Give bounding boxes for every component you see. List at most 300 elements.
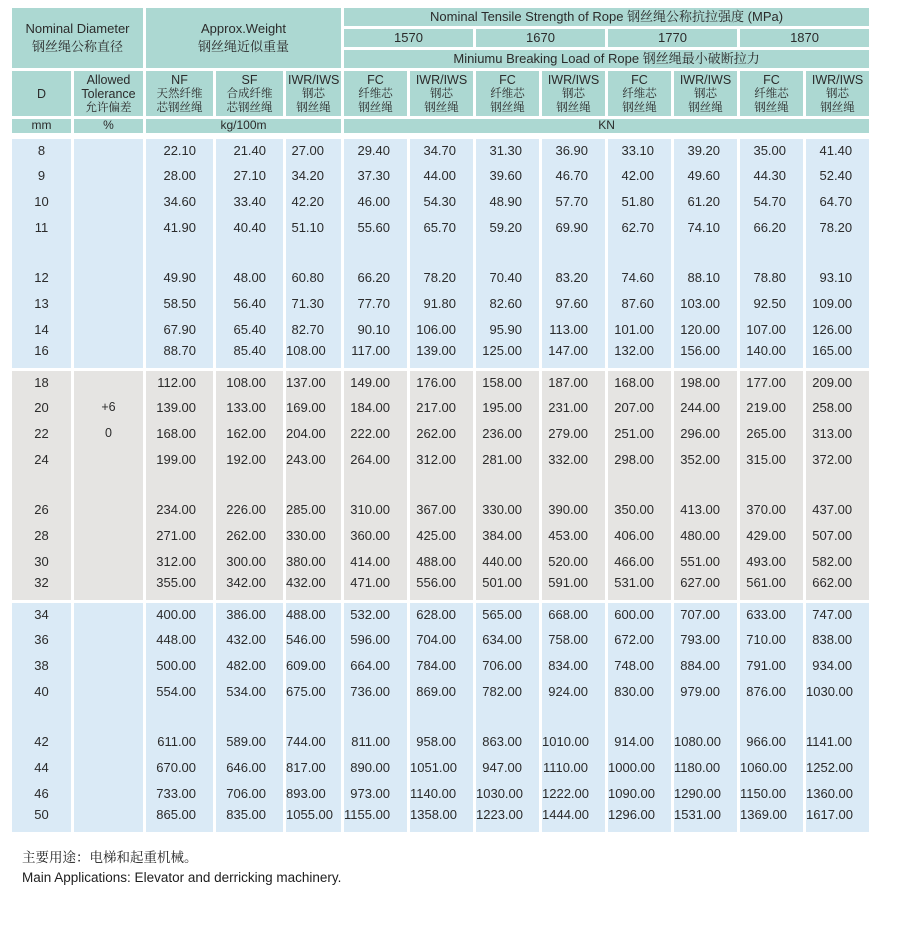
value-cell: 67.90 [146, 316, 216, 342]
diameter-cell: 38 [12, 652, 74, 678]
value-cell: 55.60 [344, 214, 410, 240]
value-cell: 1090.00 [608, 780, 674, 806]
diameter-cell: 12 [12, 264, 74, 290]
tolerance-cell [74, 678, 146, 704]
value-cell: 103.00 [674, 290, 740, 316]
spacer-cell [674, 704, 740, 728]
value-cell: 37.30 [344, 162, 410, 188]
value-cell: 817.00 [286, 754, 344, 780]
value-cell: 782.00 [476, 678, 542, 704]
value-cell: 934.00 [806, 652, 872, 678]
col-header-fc-1670: FC 纤维芯 钢丝绳 [476, 71, 542, 119]
diameter-cell: 13 [12, 290, 74, 316]
value-cell: 51.80 [608, 188, 674, 214]
value-cell: 199.00 [146, 446, 216, 472]
grade-1570: 1570 [344, 29, 476, 50]
value-cell: 192.00 [216, 446, 286, 472]
value-cell: 561.00 [740, 574, 806, 600]
value-cell: 44.30 [740, 162, 806, 188]
value-cell: 672.00 [608, 626, 674, 652]
spacer-cell [344, 240, 410, 264]
value-cell: 22.10 [146, 136, 216, 162]
diameter-cell: 9 [12, 162, 74, 188]
value-cell: 973.00 [344, 780, 410, 806]
value-cell: 61.20 [674, 188, 740, 214]
table-body [12, 136, 872, 832]
diameter-cell: 30 [12, 548, 74, 574]
value-cell: 372.00 [806, 446, 872, 472]
value-cell: 147.00 [542, 342, 608, 368]
spacer-cell [806, 240, 872, 264]
value-cell: 400.00 [146, 600, 216, 626]
diameter-cell: 11 [12, 214, 74, 240]
value-cell: 140.00 [740, 342, 806, 368]
tolerance-cell [74, 188, 146, 214]
spacer-row [12, 240, 872, 264]
value-cell: 39.60 [476, 162, 542, 188]
value-cell: 312.00 [410, 446, 476, 472]
value-cell: 668.00 [542, 600, 608, 626]
grade-1870: 1870 [740, 29, 872, 50]
value-cell: 390.00 [542, 496, 608, 522]
value-cell: 414.00 [344, 548, 410, 574]
value-cell: 556.00 [410, 574, 476, 600]
value-cell: 863.00 [476, 728, 542, 754]
value-cell: 95.90 [476, 316, 542, 342]
value-cell: 65.40 [216, 316, 286, 342]
value-cell: 1010.00 [542, 728, 608, 754]
table-row [12, 548, 872, 574]
tolerance-cell [74, 626, 146, 652]
table-row [12, 368, 872, 394]
value-cell: 139.00 [146, 394, 216, 420]
value-cell: 54.70 [740, 188, 806, 214]
value-cell: 596.00 [344, 626, 410, 652]
value-cell: 82.70 [286, 316, 344, 342]
value-cell: 279.00 [542, 420, 608, 446]
tolerance-cell [74, 342, 146, 368]
value-cell: 28.00 [146, 162, 216, 188]
spacer-cell [216, 472, 286, 496]
value-cell: 554.00 [146, 678, 216, 704]
spacer-cell [344, 472, 410, 496]
value-cell: 204.00 [286, 420, 344, 446]
spacer-cell [476, 240, 542, 264]
value-cell: 34.20 [286, 162, 344, 188]
approx-weight-en: Approx.Weight [201, 21, 287, 36]
value-cell: 627.00 [674, 574, 740, 600]
value-cell: 1141.00 [806, 728, 872, 754]
table-row [12, 162, 872, 188]
value-cell: 58.50 [146, 290, 216, 316]
spacer-cell [410, 472, 476, 496]
value-cell: 195.00 [476, 394, 542, 420]
value-cell: 168.00 [146, 420, 216, 446]
value-cell: 736.00 [344, 678, 410, 704]
value-cell: 480.00 [674, 522, 740, 548]
value-cell: 432.00 [286, 574, 344, 600]
value-cell: 664.00 [344, 652, 410, 678]
diameter-cell: 32 [12, 574, 74, 600]
col-header-iwr-weight: IWR/IWS 钢芯 钢丝绳 [286, 71, 344, 119]
value-cell: 1444.00 [542, 806, 608, 832]
spacer-cell [542, 704, 608, 728]
value-cell: 126.00 [806, 316, 872, 342]
table-row [12, 420, 872, 446]
spacer-cell [410, 704, 476, 728]
value-cell: 49.90 [146, 264, 216, 290]
value-cell: 74.60 [608, 264, 674, 290]
value-cell: 1140.00 [410, 780, 476, 806]
value-cell: 78.20 [410, 264, 476, 290]
value-cell: 546.00 [286, 626, 344, 652]
table-row [12, 806, 872, 832]
value-cell: 139.00 [410, 342, 476, 368]
value-cell: 48.90 [476, 188, 542, 214]
value-cell: 222.00 [344, 420, 410, 446]
value-cell: 78.80 [740, 264, 806, 290]
value-cell: 744.00 [286, 728, 344, 754]
value-cell: 704.00 [410, 626, 476, 652]
value-cell: 71.30 [286, 290, 344, 316]
value-cell: 40.40 [216, 214, 286, 240]
value-cell: 1080.00 [674, 728, 740, 754]
tolerance-cell [74, 290, 146, 316]
value-cell: 165.00 [806, 342, 872, 368]
spacer-cell [740, 704, 806, 728]
value-cell: 91.80 [410, 290, 476, 316]
value-cell: 1000.00 [608, 754, 674, 780]
value-cell: 29.40 [344, 136, 410, 162]
table-row [12, 626, 872, 652]
value-cell: 107.00 [740, 316, 806, 342]
spacer-cell [674, 240, 740, 264]
value-cell: 27.00 [286, 136, 344, 162]
value-cell: 488.00 [286, 600, 344, 626]
value-cell: 966.00 [740, 728, 806, 754]
value-cell: 355.00 [146, 574, 216, 600]
value-cell: 1055.00 [286, 806, 344, 832]
value-cell: 493.00 [740, 548, 806, 574]
value-cell: 675.00 [286, 678, 344, 704]
value-cell: 60.80 [286, 264, 344, 290]
value-cell: 914.00 [608, 728, 674, 754]
value-cell: 342.00 [216, 574, 286, 600]
tolerance-cell [74, 136, 146, 162]
value-cell: 226.00 [216, 496, 286, 522]
value-cell: 74.10 [674, 214, 740, 240]
value-cell: 706.00 [216, 780, 286, 806]
value-cell: 330.00 [476, 496, 542, 522]
value-cell: 209.00 [806, 368, 872, 394]
value-cell: 21.40 [216, 136, 286, 162]
diameter-cell: 8 [12, 136, 74, 162]
spacer-cell [146, 472, 216, 496]
value-cell: 207.00 [608, 394, 674, 420]
tolerance-cell [74, 214, 146, 240]
value-cell: 35.00 [740, 136, 806, 162]
value-cell: 88.70 [146, 342, 216, 368]
value-cell: 367.00 [410, 496, 476, 522]
value-cell: 62.70 [608, 214, 674, 240]
spacer-cell [806, 472, 872, 496]
spacer-cell [286, 704, 344, 728]
spacer-cell [286, 240, 344, 264]
header-nominal-diameter [12, 8, 146, 71]
value-cell: 265.00 [740, 420, 806, 446]
value-cell: 217.00 [410, 394, 476, 420]
spacer-cell [12, 472, 74, 496]
value-cell: 92.50 [740, 290, 806, 316]
value-cell: 33.40 [216, 188, 286, 214]
value-cell: 46.00 [344, 188, 410, 214]
value-cell: 591.00 [542, 574, 608, 600]
value-cell: 565.00 [476, 600, 542, 626]
value-cell: 520.00 [542, 548, 608, 574]
value-cell: 162.00 [216, 420, 286, 446]
value-cell: 156.00 [674, 342, 740, 368]
value-cell: 27.10 [216, 162, 286, 188]
value-cell: 429.00 [740, 522, 806, 548]
value-cell: 1150.00 [740, 780, 806, 806]
spacer-cell [806, 704, 872, 728]
value-cell: 310.00 [344, 496, 410, 522]
diameter-cell: 36 [12, 626, 74, 652]
value-cell: 1222.00 [542, 780, 608, 806]
value-cell: 168.00 [608, 368, 674, 394]
tolerance-cell: +6 [74, 394, 146, 420]
value-cell: 500.00 [146, 652, 216, 678]
spacer-cell [542, 240, 608, 264]
value-cell: 54.30 [410, 188, 476, 214]
spacer-cell [674, 472, 740, 496]
value-cell: 315.00 [740, 446, 806, 472]
value-cell: 39.20 [674, 136, 740, 162]
value-cell: 312.00 [146, 548, 216, 574]
header-tensile-strength-title: Nominal Tensile Strength of Rope 钢丝绳公称抗拉强度 (MPa) [344, 8, 872, 29]
value-cell: 1030.00 [476, 780, 542, 806]
value-cell: 784.00 [410, 652, 476, 678]
value-cell: 884.00 [674, 652, 740, 678]
col-header-iwr-1570: IWR/IWS 钢芯 钢丝绳 [410, 71, 476, 119]
value-cell: 758.00 [542, 626, 608, 652]
value-cell: 46.70 [542, 162, 608, 188]
value-cell: 791.00 [740, 652, 806, 678]
value-cell: 42.20 [286, 188, 344, 214]
value-cell: 69.90 [542, 214, 608, 240]
value-cell: 42.00 [608, 162, 674, 188]
value-cell: 425.00 [410, 522, 476, 548]
value-cell: 187.00 [542, 368, 608, 394]
value-cell: 876.00 [740, 678, 806, 704]
diameter-cell: 18 [12, 368, 74, 394]
value-cell: 285.00 [286, 496, 344, 522]
value-cell: 66.20 [344, 264, 410, 290]
value-cell: 534.00 [216, 678, 286, 704]
table-row [12, 394, 872, 420]
value-cell: 243.00 [286, 446, 344, 472]
tolerance-cell [74, 574, 146, 600]
value-cell: 1296.00 [608, 806, 674, 832]
table-header [12, 8, 872, 136]
value-cell: 710.00 [740, 626, 806, 652]
main-applications-en: Main Applications: Elevator and derricking machinery. [22, 870, 342, 885]
value-cell: 77.70 [344, 290, 410, 316]
table-row [12, 290, 872, 316]
value-cell: 112.00 [146, 368, 216, 394]
value-cell: 158.00 [476, 368, 542, 394]
value-cell: 90.10 [344, 316, 410, 342]
value-cell: 440.00 [476, 548, 542, 574]
value-cell: 869.00 [410, 678, 476, 704]
table-row [12, 678, 872, 704]
value-cell: 57.70 [542, 188, 608, 214]
value-cell: 66.20 [740, 214, 806, 240]
units-row [12, 119, 872, 136]
value-cell: 176.00 [410, 368, 476, 394]
diameter-cell: 20 [12, 394, 74, 420]
tolerance-cell [74, 316, 146, 342]
table-row [12, 342, 872, 368]
value-cell: 947.00 [476, 754, 542, 780]
col-header-iwr-1770: IWR/IWS 钢芯 钢丝绳 [674, 71, 740, 119]
table-row [12, 522, 872, 548]
value-cell: 482.00 [216, 652, 286, 678]
value-cell: 332.00 [542, 446, 608, 472]
footer-notes [22, 848, 900, 888]
column-headers-row [12, 71, 872, 119]
value-cell: 707.00 [674, 600, 740, 626]
value-cell: 177.00 [740, 368, 806, 394]
diameter-cell: 26 [12, 496, 74, 522]
diameter-cell: 46 [12, 780, 74, 806]
diameter-cell: 50 [12, 806, 74, 832]
value-cell: 281.00 [476, 446, 542, 472]
spacer-cell [74, 704, 146, 728]
tolerance-cell [74, 446, 146, 472]
unit-percent: % [74, 119, 146, 136]
spacer-cell [608, 240, 674, 264]
value-cell: 865.00 [146, 806, 216, 832]
value-cell: 113.00 [542, 316, 608, 342]
grade-1770: 1770 [608, 29, 740, 50]
tolerance-cell [74, 600, 146, 626]
value-cell: 133.00 [216, 394, 286, 420]
spacer-cell [740, 472, 806, 496]
value-cell: 70.40 [476, 264, 542, 290]
unit-kg-per-100m: kg/100m [146, 119, 344, 136]
tolerance-cell [74, 496, 146, 522]
value-cell: 330.00 [286, 522, 344, 548]
value-cell: 313.00 [806, 420, 872, 446]
value-cell: 31.30 [476, 136, 542, 162]
value-cell: 380.00 [286, 548, 344, 574]
value-cell: 609.00 [286, 652, 344, 678]
value-cell: 41.90 [146, 214, 216, 240]
diameter-cell: 34 [12, 600, 74, 626]
value-cell: 34.60 [146, 188, 216, 214]
table-row [12, 136, 872, 162]
table-row [12, 188, 872, 214]
value-cell: 979.00 [674, 678, 740, 704]
spacer-cell [608, 472, 674, 496]
spacer-cell [74, 240, 146, 264]
tolerance-cell: 0 [74, 420, 146, 446]
spacer-row [12, 472, 872, 496]
value-cell: 59.20 [476, 214, 542, 240]
value-cell: 120.00 [674, 316, 740, 342]
value-cell: 600.00 [608, 600, 674, 626]
value-cell: 437.00 [806, 496, 872, 522]
value-cell: 262.00 [216, 522, 286, 548]
tolerance-cell [74, 652, 146, 678]
tolerance-cell [74, 548, 146, 574]
value-cell: 132.00 [608, 342, 674, 368]
value-cell: 262.00 [410, 420, 476, 446]
table-row [12, 316, 872, 342]
value-cell: 296.00 [674, 420, 740, 446]
value-cell: 52.40 [806, 162, 872, 188]
value-cell: 360.00 [344, 522, 410, 548]
table-row [12, 754, 872, 780]
value-cell: 137.00 [286, 368, 344, 394]
value-cell: 830.00 [608, 678, 674, 704]
value-cell: 41.40 [806, 136, 872, 162]
header-breaking-load-title: Miniumu Breaking Load of Rope 钢丝绳最小破断拉力 [344, 50, 872, 71]
spacer-cell [476, 472, 542, 496]
spacer-cell [146, 704, 216, 728]
value-cell: 44.00 [410, 162, 476, 188]
col-header-fc-1870: FC 纤维芯 钢丝绳 [740, 71, 806, 119]
diameter-cell: 42 [12, 728, 74, 754]
tolerance-cell [74, 780, 146, 806]
value-cell: 384.00 [476, 522, 542, 548]
table-row [12, 214, 872, 240]
value-cell: 117.00 [344, 342, 410, 368]
nominal-diameter-en: Nominal Diameter [25, 21, 130, 36]
value-cell: 108.00 [286, 342, 344, 368]
spacer-cell [608, 704, 674, 728]
value-cell: 453.00 [542, 522, 608, 548]
value-cell: 413.00 [674, 496, 740, 522]
table-row [12, 264, 872, 290]
approx-weight-zh: 钢丝绳近似重量 [198, 39, 290, 54]
spacer-cell [216, 704, 286, 728]
value-cell: 298.00 [608, 446, 674, 472]
unit-mm: mm [12, 119, 74, 136]
value-cell: 56.40 [216, 290, 286, 316]
table-row [12, 728, 872, 754]
value-cell: 958.00 [410, 728, 476, 754]
value-cell: 893.00 [286, 780, 344, 806]
spacer-cell [410, 240, 476, 264]
value-cell: 551.00 [674, 548, 740, 574]
spacer-cell [146, 240, 216, 264]
value-cell: 78.20 [806, 214, 872, 240]
col-header-iwr-1870: IWR/IWS 钢芯 钢丝绳 [806, 71, 872, 119]
tolerance-cell [74, 522, 146, 548]
value-cell: 87.60 [608, 290, 674, 316]
value-cell: 1369.00 [740, 806, 806, 832]
value-cell: 350.00 [608, 496, 674, 522]
value-cell: 258.00 [806, 394, 872, 420]
value-cell: 1110.00 [542, 754, 608, 780]
value-cell: 748.00 [608, 652, 674, 678]
value-cell: 611.00 [146, 728, 216, 754]
value-cell: 811.00 [344, 728, 410, 754]
diameter-cell: 44 [12, 754, 74, 780]
value-cell: 36.90 [542, 136, 608, 162]
